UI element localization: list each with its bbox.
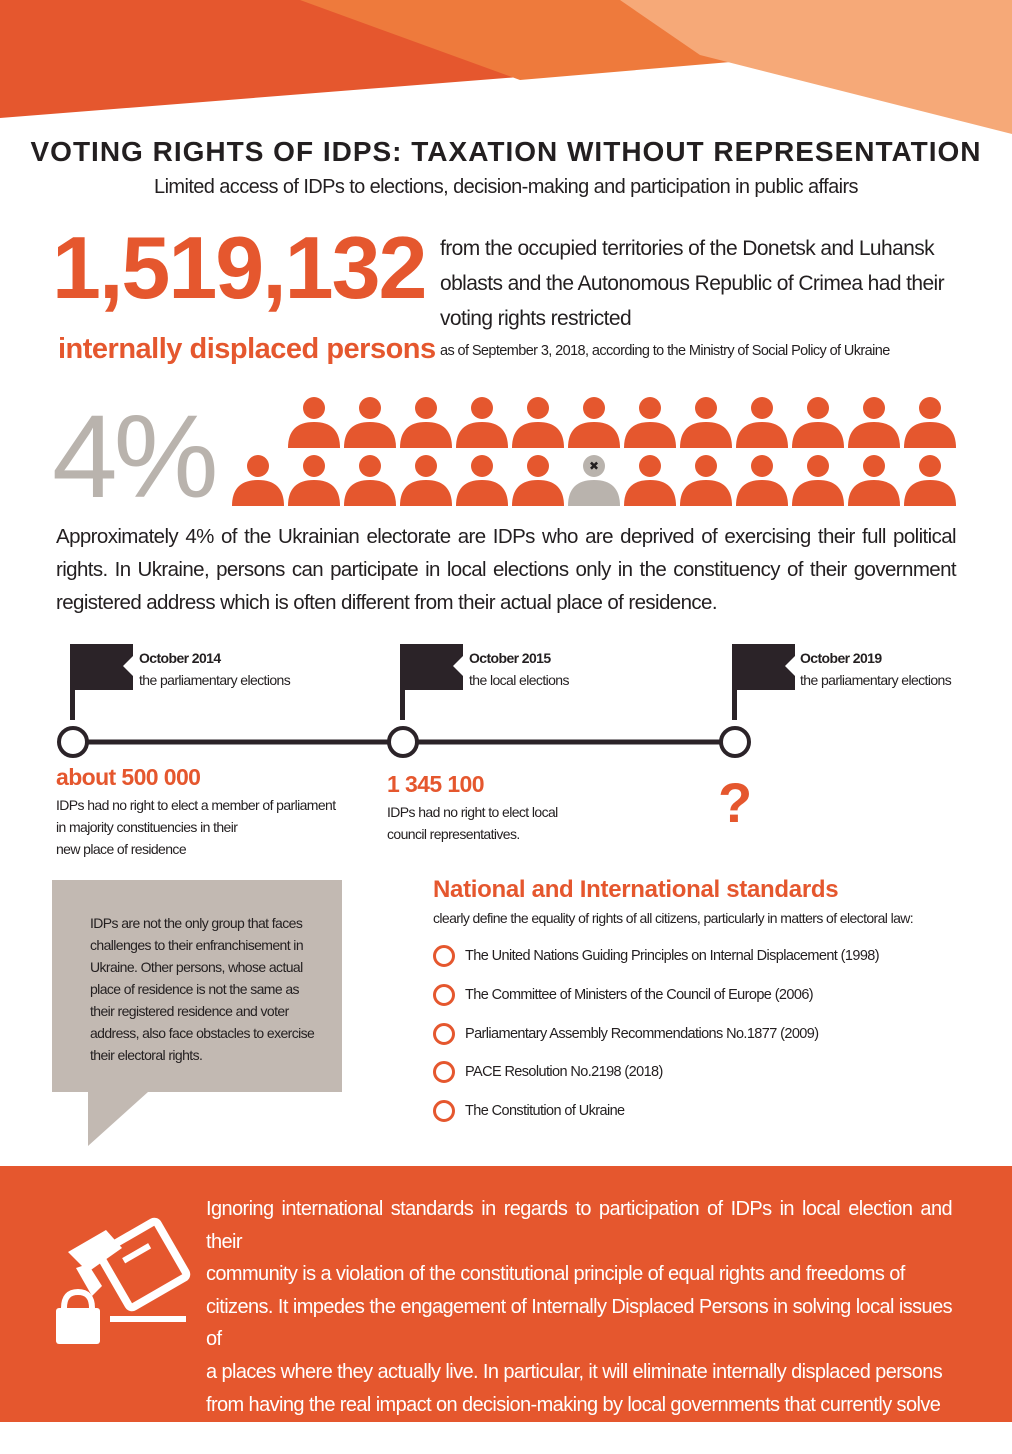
event-2014-name: the parliamentary elections — [139, 672, 291, 688]
top-decorative-banner — [0, 0, 1012, 140]
timeline-flag-icon — [70, 644, 133, 720]
person-icon — [680, 397, 732, 448]
event-2014-stat-desc: IDPs had no right to elect a member of parliament in majority constituencies in their new place of residence — [56, 797, 336, 857]
footer-text: Ignoring international standards in regards to participation of IDPs in local election and their community is a violation of the constitutional principle of equal rights and freedoms of citizens. It impedes the engagement of Internally Displaced Persons in solving local issues of a places where they actually live. In particular, it will eliminate internally displaced persons from having the real impact on decision-making by local governments that currently solve problems related to internal displacement. — [206, 1198, 952, 1449]
timeline-flag-icon — [732, 644, 795, 720]
person-icon — [512, 397, 564, 448]
person-icon — [792, 455, 844, 506]
person-icon — [736, 397, 788, 448]
timeline-flag-icon — [400, 644, 463, 720]
timeline-node — [59, 728, 87, 756]
standards-list-item — [433, 1060, 663, 1084]
intro-paragraph: Approximately 4% of the Ukrainian electorate are IDPs who are deprived of exercising their full political rights. In Ukraine, persons can participate in local elections only in the constituency of their government registered address which is often different from their actual place of residence. — [56, 525, 956, 614]
timeline-node — [389, 728, 417, 756]
standards-list-item — [433, 944, 879, 968]
person-icon — [568, 397, 620, 448]
standards-item-label: Parliamentary Assembly Recommendations No.1877 (2009) — [465, 1026, 819, 1042]
bullet-ring-icon — [433, 1061, 455, 1083]
standards-item-label: The Committee of Ministers of the Council of Europe (2006) — [465, 987, 814, 1003]
standards-list-item — [433, 1022, 818, 1046]
crossed-person-icon — [568, 455, 620, 506]
page-subtitle: Limited access of IDPs to elections, decision-making and participation in public affairs — [154, 176, 858, 198]
event-2015-stat-desc: IDPs had no right to elect local council representatives. — [387, 804, 558, 842]
timeline-node — [721, 728, 749, 756]
standards-list-item — [433, 1099, 625, 1123]
idp-count-number: 1,519,132 — [52, 218, 426, 317]
person-icon — [456, 455, 508, 506]
person-icon — [848, 397, 900, 448]
page-title: VOTING RIGHTS OF IDPS: TAXATION WITHOUT REPRESENTATION — [30, 136, 982, 167]
person-icon — [288, 397, 340, 448]
person-icon — [512, 455, 564, 506]
standards-item-label: PACE Resolution No.2198 (2018) — [465, 1064, 663, 1080]
percent-figure: 4% — [52, 391, 215, 523]
person-icon — [344, 455, 396, 506]
person-icon — [456, 397, 508, 448]
standards-item-label: The Constitution of Ukraine — [465, 1103, 625, 1119]
standards-list-item — [433, 983, 813, 1007]
event-2019-date: October 2019 — [800, 650, 882, 666]
event-2015-name: the local elections — [469, 672, 569, 688]
event-2019-unknown-stat: ? — [718, 771, 753, 834]
event-2015-stat: 1 345 100 — [387, 771, 484, 797]
person-icon — [624, 397, 676, 448]
restriction-source: as of September 3, 2018, according to the Ministry of Social Policy of Ukraine — [440, 343, 890, 359]
people-icon-grid — [228, 392, 960, 512]
idp-count-label: internally displaced persons — [58, 333, 436, 365]
standards-title: National and International standards — [433, 876, 839, 903]
person-icon — [624, 455, 676, 506]
person-icon — [680, 455, 732, 506]
person-icon — [904, 397, 956, 448]
person-icon — [344, 397, 396, 448]
standards-item-label: The United Nations Guiding Principles on Internal Displacement (1998) — [465, 948, 879, 964]
event-2015-date: October 2015 — [469, 650, 551, 666]
person-icon — [400, 397, 452, 448]
person-icon — [232, 455, 284, 506]
person-icon — [792, 397, 844, 448]
ballot-lock-icon — [48, 1212, 198, 1352]
note-bubble-text: IDPs are not the only group that faces challenges to their enfranchisement in Ukraine. Other persons, whose actual place of residence is not the same as their registered residence and voter address, also face obstacles to exercise their electoral rights. — [90, 915, 315, 1063]
bullet-ring-icon — [433, 984, 455, 1006]
restriction-description: from the occupied territories of the Donetsk and Luhansk oblasts and the Autonomous Republic of Crimea had their voting rights restricted — [440, 237, 944, 330]
event-2014-stat: about 500 000 — [56, 764, 201, 790]
person-icon — [736, 455, 788, 506]
event-2019-name: the parliamentary elections — [800, 672, 952, 688]
bullet-ring-icon — [433, 1023, 455, 1045]
event-2014-date: October 2014 — [139, 650, 221, 666]
person-icon — [848, 455, 900, 506]
standards-subtitle: clearly define the equality of rights of all citizens, particularly in matters of electoral law: — [433, 910, 914, 926]
svg-text:✖: ✖ — [588, 459, 600, 473]
bullet-ring-icon — [433, 945, 455, 967]
bullet-ring-icon — [433, 1100, 455, 1122]
person-icon — [904, 455, 956, 506]
person-icon — [400, 455, 452, 506]
person-icon — [288, 455, 340, 506]
